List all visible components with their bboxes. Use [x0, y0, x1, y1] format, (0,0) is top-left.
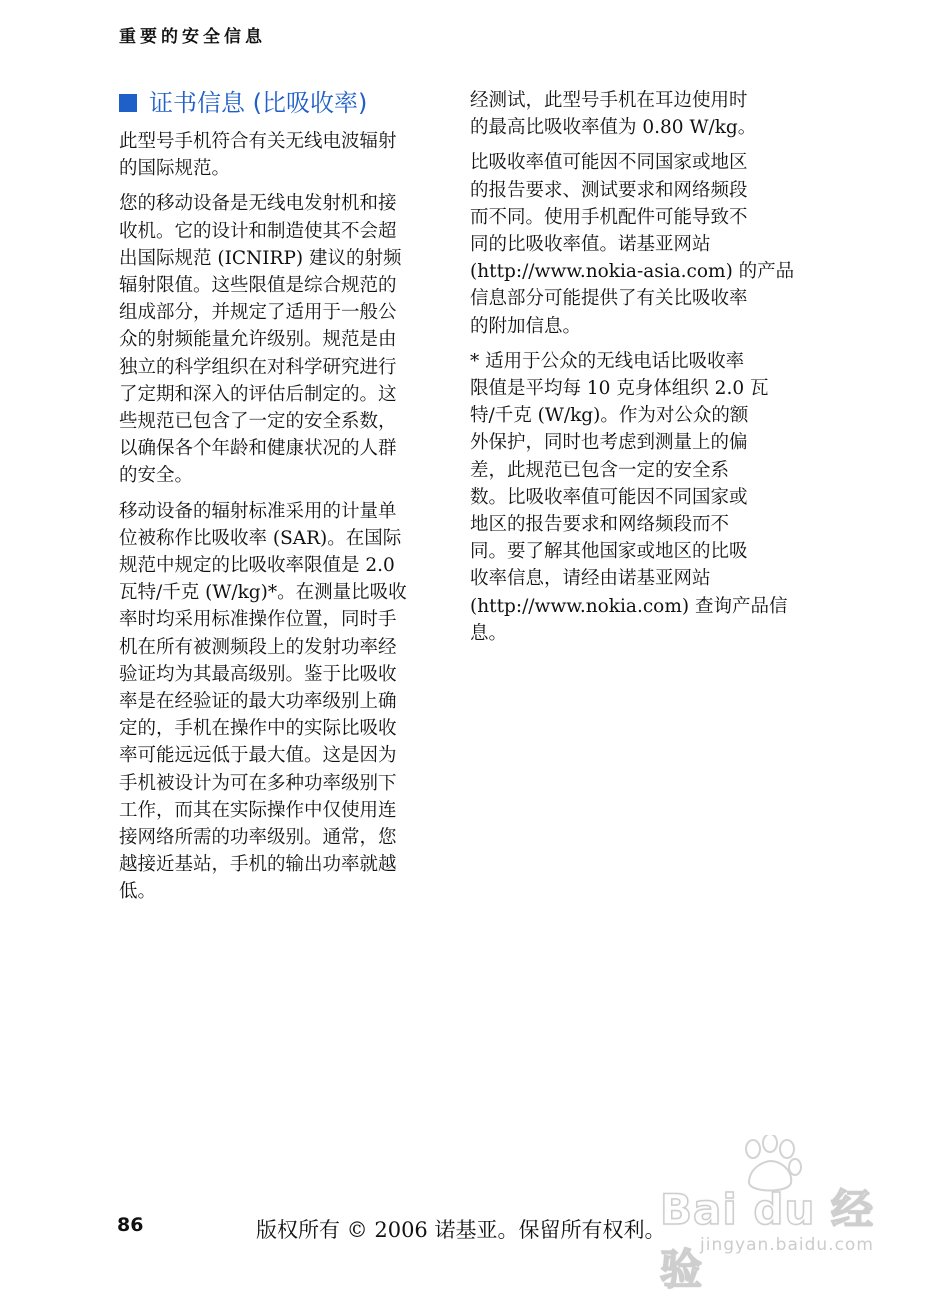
- section-title-text: 证书信息 (比吸收率): [149, 89, 368, 117]
- page-number: 86: [117, 1214, 144, 1236]
- running-header: 重要的安全信息: [119, 27, 266, 47]
- paragraph-sar-variation: 比吸收率值可能因不同国家或地区 的报告要求、测试要求和网络频段 而不同。使用手机配件可能导致不 同的比吸收率值。诺基亚网站 (http://www.nokia-asia.com) 的产品 信息部分可能提供了有关比吸收率 的附加信息。: [470, 152, 795, 337]
- paragraph-device-description: 您的移动设备是无线电发射机和接 收机。它的设计和制造使其不会超 出国际规范 (ICNIRP) 建议的射频 辐射限值。这些限值是综合规范的 组成部分，并规定了适用于一般公 众的射频能量允许级别。规范是由 独立的科学组织在对科学研究进行 了定期和深入的评估后制定的。这 些规范已包含了一定的安全系数， 以确保各个年龄和健康状况的人群 的安全。: [119, 193, 402, 487]
- baidu-watermark: [640, 1135, 890, 1294]
- left-column: [119, 128, 449, 914]
- bullet-square-icon: [119, 94, 137, 112]
- section-title: [119, 88, 459, 118]
- paragraph-sar-explanation: 移动设备的辐射标准采用的计量单 位被称作比吸收率 (SAR)。在国际 规范中规定的比吸收率限值是 2.0 瓦特/千克 (W/kg)*。在测量比吸收 率时均采用标准操作位置，同时手 机在所有被测频段上的发射功率经 验证均为其最高级别。鉴于比吸收 率是在经验证的最大功率级别上确 定的，手机在操作中的实际比吸收 率可能远远低于最大值。这是因为 手机被设计为可在多种功率级别下 工作，而其在实际操作中仅使用连 接网络所需的功率级别。通常，您 越接近基站，手机的输出功率就越 低。: [119, 500, 407, 903]
- paragraph-test-result: 经测试，此型号手机在耳边使用时 的最高比吸收率值为 0.80 W/kg。: [470, 90, 757, 139]
- watermark-url: jingyan.baidu.com: [700, 1235, 874, 1255]
- paragraph-intro: 此型号手机符合有关无线电波辐射 的国际规范。: [119, 131, 397, 180]
- watermark-logo-text: Bai du 经验: [660, 1185, 874, 1294]
- right-column: [470, 87, 800, 655]
- paragraph-footnote: * 适用于公众的无线电话比吸收率 限值是平均每 10 克身体组织 2.0 瓦 特/千克 (W/kg)。作为对公众的额 外保护，同时也考虑到测量上的偏 差，此规范已包含一定的安全系 数。比吸收率值可能因不同国家或 地区的报告要求和网络频段而不 同。要了解其他国家或地区的比吸 收率信息，请经由诺基亚网站 (http://www.nokia.com) 查询产品信 息。: [470, 350, 788, 644]
- copyright-notice: 版权所有 © 2006 诺基亚。保留所有权利。: [256, 1218, 666, 1242]
